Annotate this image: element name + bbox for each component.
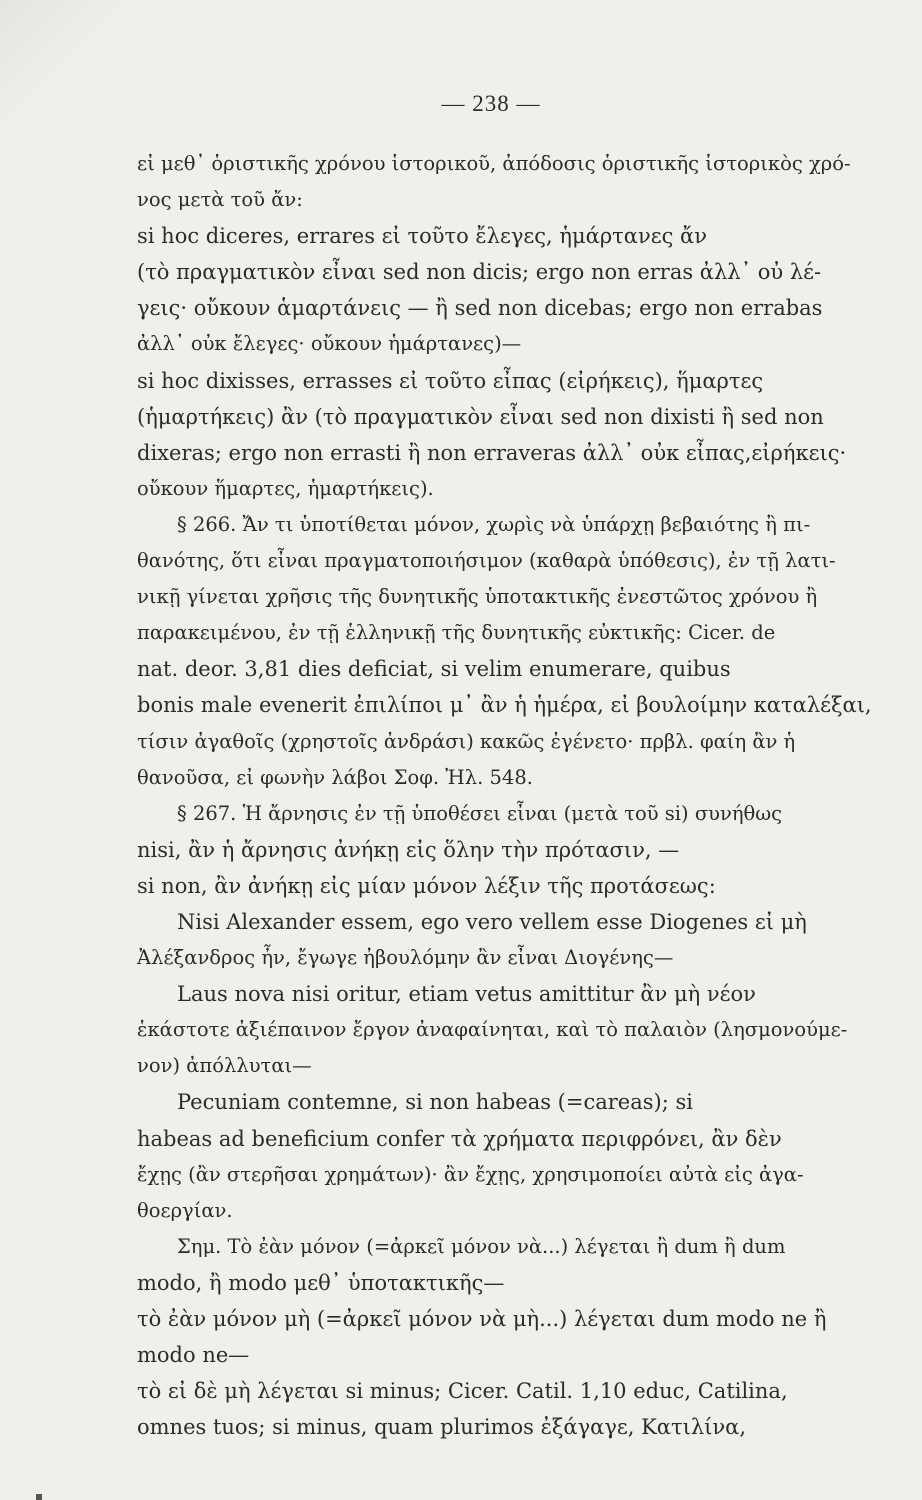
text-line: Nisi Alexander essem, ego vero vellem esse Diogenes εἰ μὴ [177,909,807,934]
text-line: § 266. Ἄν τι ὑποτίθεται μόνον, χωρὶς νὰ ὑπάρχῃ βεβαιότης ἢ πι- [177,512,811,536]
text-line: dixeras; ergo non errasti ἢ non erraveras ἀλλ᾽ οὐκ εἶπας,εἰρήκεις· [137,440,847,465]
text-line: θοεργίαν. [137,1198,233,1222]
text-line: τὸ εἰ δὲ μὴ λέγεται si minus; Cicer. Catil. 1,10 educ, Catilina, [137,1379,788,1404]
text-line: si hoc dixisses, errasses εἰ τοῦτο εἶπας (εἰρήκεις), ἥμαρτες [137,368,764,393]
text-line: (τὸ πραγματικὸν εἶναι sed non dicis; ergo non erras ἀλλ᾽ οὐ λέ- [137,260,822,285]
text-line: Ἀλέξανδρος ἦν, ἔγωγε ἠβουλόμην ἂν εἶναι Διογένης— [137,946,674,970]
text-line: habeas ad beneficium confer τὰ χρήματα περιφρόνει, ἂν δὲν [137,1126,782,1151]
text-line: τίσιν ἀγαθοῖς (χρηστοῖς ἀνδράσι) κακῶς ἐγένετο· πρβλ. φαίη ἂν ἡ [137,729,796,753]
text-line: ἑκάστοτε ἀξιέπαινον ἔργον ἀναφαίνηται, καὶ τὸ παλαιὸν (λησμονούμε- [137,1018,848,1042]
text-line: οὔκουν ἥμαρτες, ἡμαρτήκεις). [137,476,434,500]
text-line: τὸ ἐὰν μόνον μὴ (=ἀρκεῖ μόνον νὰ μὴ...) λέγεται dum modo ne ἢ [137,1307,827,1331]
text-line: modo, ἢ modo μεθ᾽ ὑποτακτικῆς— [137,1270,505,1295]
text-line: Pecuniam contemne, si non habeas (=careas); si [177,1090,693,1115]
text-line: νον) ἀπόλλυται— [137,1054,312,1078]
text-line: εἰ μεθ᾽ ὁριστικῆς χρόνου ἱστορικοῦ, ἀπόδοσις ὁριστικῆς ἱστορικὸς χρό- [137,152,851,175]
text-line: νικῇ γίνεται χρῆσις τῆς δυνητικῆς ὑποτακτικῆς ἐνεστῶτος χρόνου ἢ [137,585,818,609]
text-line: θανότης, ὅτι εἶναι πραγματοποιήσιμον (καθαρὰ ὑπόθεσις), ἐν τῇ λατι- [137,549,836,573]
text-line: modo ne— [137,1343,250,1368]
scan-artifact-mark [36,1494,42,1500]
text-line: Laus nova nisi oritur, etiam vetus amittitur ἂν μὴ νέον [177,982,756,1007]
page-number: — 238 — [441,91,541,116]
text-line: ἔχῃς (ἂν στερῆσαι χρημάτων)· ἂν ἔχῃς, χρησιμοποίει αὐτὰ εἰς ἀγα- [137,1162,804,1186]
text-line: si hoc diceres, errares εἰ τοῦτο ἔλεγες, ἡμάρτανες ἄν [137,224,707,249]
text-line: nisi, ἂν ἡ ἄρνησις ἀνήκῃ εἰς ὅλην τὴν πρότασιν, — [137,837,680,862]
text-line: omnes tuos; si minus, quam plurimos ἐξάγαγε, Κατιλίνα, [137,1415,747,1440]
text-line: bonis male evenerit ἐπιλίποι μ᾽ ἂν ἡ ἡμέρα, εἰ βουλοίμην καταλέξαι, [137,693,872,718]
text-line: § 267. Ἡ ἄρνησις ἐν τῇ ὑποθέσει εἶναι (μετὰ τοῦ si) συνήθως [177,801,783,825]
text-line: παρακειμένου, ἐν τῇ ἑλληνικῇ τῆς δυνητικῆς εὐκτικῆς: Cicer. de [137,621,776,645]
text-line: θανοῦσα, εἰ φωνὴν λάβοι Σοφ. Ἠλ. 548. [137,765,533,789]
text-line: νος μετὰ τοῦ ἄν: [137,188,303,212]
text-line: Σημ. Τὸ ἐὰν μόνον (=ἀρκεῖ μόνον νὰ...) λέγεται ἢ dum ἢ dum [177,1234,786,1258]
text-line: γεις· οὔκουν ἁμαρτάνεις — ἢ sed non dicebas; ergo non errabas [137,296,823,321]
text-line: si non, ἂν ἀνήκῃ εἰς μίαν μόνον λέξιν τῆς προτάσεως: [137,873,716,898]
text-line: ἀλλ᾽ οὐκ ἔλεγες· οὔκουν ἡμάρτανες)— [137,332,522,356]
text-line: (ἡμαρτήκεις) ἂν (τὸ πραγματικὸν εἶναι sed non dixisti ἢ sed non [137,404,824,429]
text-line: nat. deor. 3,81 dies deficiat, si velim enumerare, quibus [137,657,731,682]
body-text [137,146,917,1445]
